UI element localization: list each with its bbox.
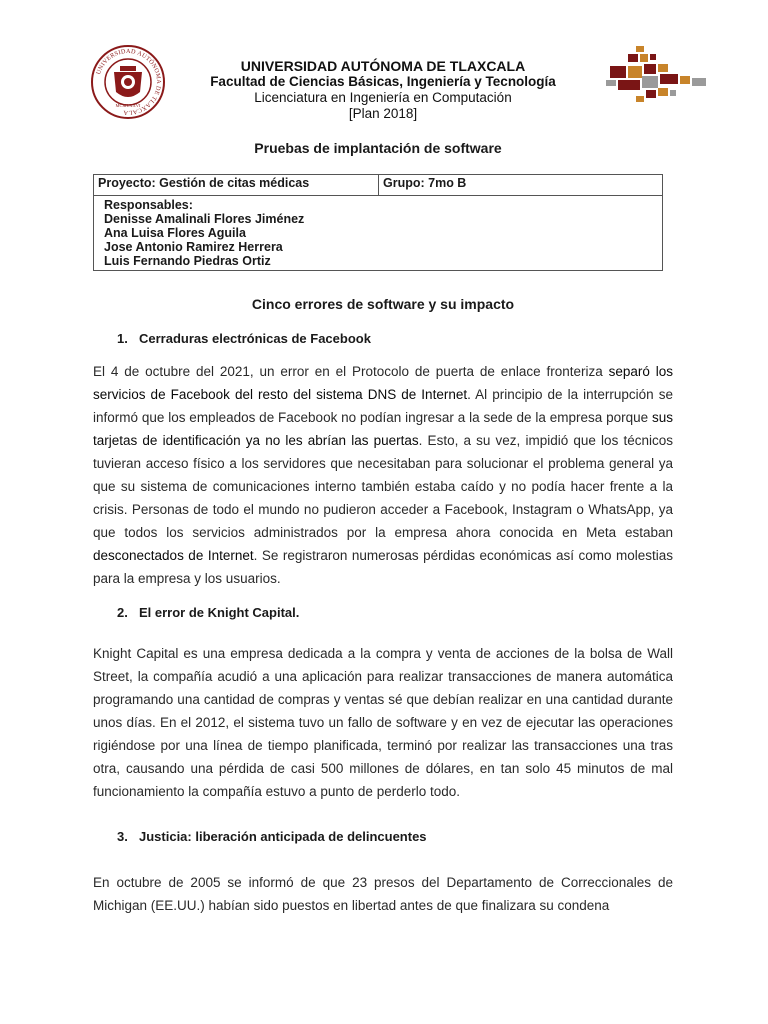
plan-label: [Plan 2018] — [348, 106, 418, 121]
svg-text:UNIVERSIDAD AUTÓNOMA DE TLAXCA: UNIVERSIDAD AUTÓNOMA DE TLAXCALA — [95, 47, 163, 117]
item-heading-1 — [117, 331, 371, 346]
reference-link[interactable]: sus tarjetas de identificación ya no les abrían las puertas — [93, 410, 673, 448]
section-title: Cinco errores de software y su impacto — [251, 296, 515, 312]
item-3-paragraph: En octubre de 2005 se informó de que 23 presos del Departamento de Correccionales de Michigan (EE.UU.) habían sido puestos en libertad antes de que finalizara su condena — [93, 875, 673, 913]
faculty-logo-icon — [606, 46, 710, 106]
reference-link[interactable]: separó los servicios de Facebook del resto del sistema DNS de Internet — [93, 364, 673, 402]
responsables-cell — [94, 196, 663, 271]
faculty-name: Facultad de Ciencias Básicas, Ingeniería y Tecnología — [210, 74, 556, 89]
item-heading-text: Justicia: liberación anticipada de delincuentes — [139, 829, 427, 844]
header-block — [170, 58, 596, 122]
responsable-name: Luis Fernando Piedras Ortiz — [104, 254, 271, 268]
university-name: UNIVERSIDAD AUTÓNOMA DE TLAXCALA — [240, 58, 526, 74]
project-info-table — [93, 174, 663, 271]
item-heading-text: El error de Knight Capital. — [139, 605, 300, 620]
text-run: . Al principio de la interrupción se informó que los empleados de Facebook no podían ingresar a la sede de la empresa porque — [93, 387, 673, 425]
item-number: 3. — [117, 829, 128, 844]
item-heading-text: Cerraduras electrónicas de Facebook — [139, 331, 371, 346]
group-cell: Grupo: 7mo B — [379, 175, 663, 196]
item-heading-2 — [117, 605, 299, 620]
item-number: 2. — [117, 605, 128, 620]
svg-text:MCMLXXVI: MCMLXXVI — [115, 103, 141, 108]
project-cell: Proyecto: Gestión de citas médicas — [94, 175, 379, 196]
text-run: . Esto, a su vez, impidió que los técnicos tuvieran acceso físico a los servidores que necesitaban para solucionar el problema general ya que su sistema de comunicaciones interno también estaba caído y no podía hacer frente a la crisis. Personas de todo el mundo no pudieron acceder a Facebook, Instagram o WhatsApp, ya que todos los servicios administrados por la empresa ahora conocida en Meta estaban — [93, 433, 673, 540]
responsable-name: Jose Antonio Ramirez Herrera — [104, 240, 283, 254]
reference-link[interactable]: desconectados de Internet — [93, 548, 254, 563]
responsables-label: Responsables: — [104, 198, 193, 212]
university-seal-icon — [90, 44, 166, 120]
text-run: . Se registraron numerosas pérdidas económicas así como molestias para la empresa y los usuarios. — [93, 548, 673, 586]
item-2-paragraph: Knight Capital es una empresa dedicada a la compra y venta de acciones de la bolsa de Wall Street, la compañía acudió a una aplicación para realizar transacciones de manera automática programando una cantidad de compras y ventas sé que debían realizar en una cantidad durante unos días. En el 2012, el sistema tuvo un fallo de software y en vez de ejecutar las operaciones rigiéndose por una línea de tiempo planificada, terminó por realizar las transacciones una tras otra, causando una pérdida de casi 500 millones de dólares, en tan solo 45 minutos de mal funcionamiento la compañía estuvo a punto de perderlo todo. — [93, 646, 673, 799]
responsable-name: Ana Luisa Flores Aguila — [104, 226, 246, 240]
degree-name: Licenciatura en Ingeniería en Computación — [254, 90, 512, 105]
document-title: Pruebas de implantación de software — [254, 140, 502, 156]
item-1-paragraph — [93, 360, 673, 590]
text-run: El 4 de octubre del 2021, un error en el Protocolo de puerta de enlace fronteriza — [93, 364, 609, 379]
responsable-name: Denisse Amalinali Flores Jiménez — [104, 212, 305, 226]
item-heading-3 — [117, 829, 427, 844]
item-number: 1. — [117, 331, 128, 346]
